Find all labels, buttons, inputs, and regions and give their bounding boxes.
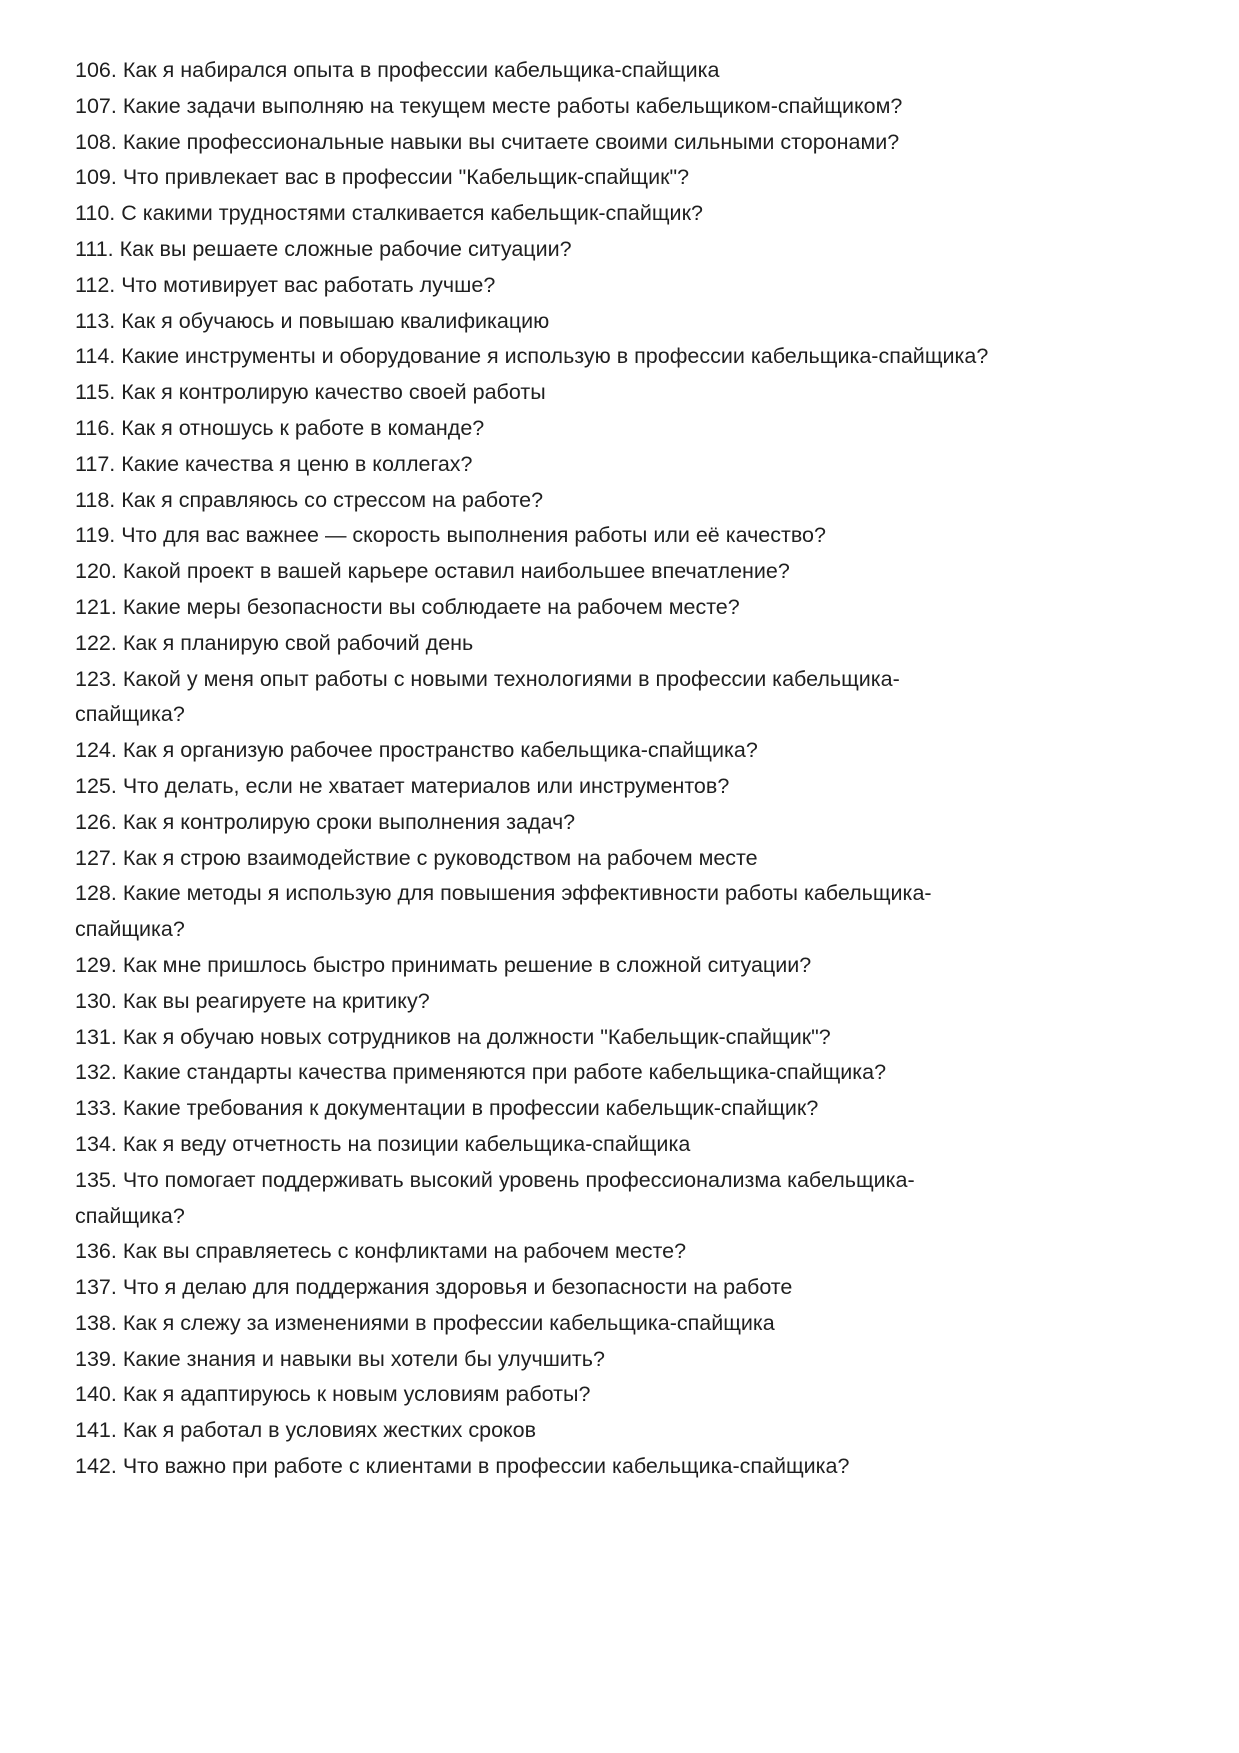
list-item-text: 140. Как я адаптируюсь к новым условиям работы? [75,1382,591,1407]
list-item-text: 108. Какие профессиональные навыки вы считаете своими сильными сторонами? [75,129,900,154]
list-item [75,483,1175,519]
list-item-text: 112. Что мотивирует вас работать лучше? [75,272,496,297]
list-item-text: 118. Как я справляюсь со стрессом на работе? [75,487,544,512]
list-item-text: 139. Какие знания и навыки вы хотели бы улучшить? [75,1346,605,1371]
list-item [75,53,1175,89]
list-item-text: 121. Какие меры безопасности вы соблюдаете на рабочем месте? [75,594,740,619]
list-item [75,1055,1175,1091]
list-item-text: 130. Как вы реагируете на критику? [75,988,430,1013]
list-item [75,841,1175,877]
question-list [75,53,1175,1485]
list-item [75,518,1175,554]
list-item-text: 136. Как вы справляетесь с конфликтами на рабочем месте? [75,1239,687,1264]
list-item-continuation: спайщика? [75,917,185,942]
list-item [75,1234,1175,1270]
list-item [75,89,1175,125]
list-item [75,411,1175,447]
list-item [75,1270,1175,1306]
list-item-text: 123. Какой у меня опыт работы с новыми технологиями в профессии кабельщика- [75,666,900,691]
list-item [75,160,1175,196]
list-item-text: 141. Как я работал в условиях жестких сроков [75,1418,537,1443]
list-item-text: 110. С какими трудностями сталкивается кабельщик-спайщик? [75,201,703,226]
list-item [75,196,1175,232]
list-item [75,1020,1175,1056]
list-item-text: 117. Какие качества я ценю в коллегах? [75,451,473,476]
list-item-text: 142. Что важно при работе с клиентами в профессии кабельщика-спайщика? [75,1454,850,1479]
list-item [75,1306,1175,1342]
list-item-continuation: спайщика? [75,1203,185,1228]
list-item-text: 126. Как я контролирую сроки выполнения задач? [75,809,576,834]
list-item [75,554,1175,590]
list-item [75,1091,1175,1127]
list-item-text: 134. Как я веду отчетность на позиции кабельщика-спайщика [75,1131,691,1156]
list-item [75,662,1175,734]
list-item [75,232,1175,268]
list-item [75,876,1175,948]
list-item [75,948,1175,984]
list-item [75,1449,1175,1485]
list-item [75,590,1175,626]
list-item [75,125,1175,161]
list-item [75,339,1175,375]
list-item-text: 127. Как я строю взаимодействие с руководством на рабочем месте [75,845,758,870]
list-item [75,1342,1175,1378]
list-item [75,769,1175,805]
list-item [75,1127,1175,1163]
list-item-text: 124. Как я организую рабочее пространство кабельщика-спайщика? [75,738,758,763]
list-item [75,1413,1175,1449]
list-item-text: 132. Какие стандарты качества применяются при работе кабельщика-спайщика? [75,1060,887,1085]
list-item-text: 120. Какой проект в вашей карьере оставил наибольшее впечатление? [75,559,790,584]
list-item-text: 116. Как я отношусь к работе в команде? [75,415,485,440]
list-item [75,1163,1175,1235]
list-item-text: 129. Как мне пришлось быстро принимать решение в сложной ситуации? [75,952,812,977]
list-item-continuation: спайщика? [75,702,185,727]
list-item [75,1377,1175,1413]
list-item-text: 137. Что я делаю для поддержания здоровья и безопасности на работе [75,1275,793,1300]
list-item [75,626,1175,662]
list-item [75,447,1175,483]
list-item [75,805,1175,841]
list-item [75,304,1175,340]
list-item-text: 119. Что для вас важнее — скорость выполнения работы или её качество? [75,523,826,548]
list-item-text: 138. Как я слежу за изменениями в профессии кабельщика-спайщика [75,1310,775,1335]
list-item-text: 125. Что делать, если не хватает материалов или инструментов? [75,773,730,798]
list-item [75,375,1175,411]
list-item-text: 106. Как я набирался опыта в профессии кабельщика-спайщика [75,58,720,82]
list-item-text: 111. Как вы решаете сложные рабочие ситуации? [75,236,572,261]
list-item [75,268,1175,304]
list-item-text: 122. Как я планирую свой рабочий день [75,630,474,655]
list-item-text: 113. Как я обучаюсь и повышаю квалификацию [75,308,550,333]
list-item-text: 131. Как я обучаю новых сотрудников на должности "Кабельщик-спайщик"? [75,1024,831,1049]
list-item-text: 115. Как я контролирую качество своей работы [75,380,546,405]
list-item-text: 109. Что привлекает вас в профессии "Кабельщик-спайщик"? [75,165,690,190]
list-item-text: 133. Какие требования к документации в профессии кабельщик-спайщик? [75,1096,819,1121]
list-item-text: 107. Какие задачи выполняю на текущем месте работы кабельщиком-спайщиком? [75,93,903,118]
list-item [75,733,1175,769]
list-item-text: 128. Какие методы я использую для повышения эффективности работы кабельщика- [75,881,932,906]
list-item-text: 135. Что помогает поддерживать высокий уровень профессионализма кабельщика- [75,1167,915,1192]
list-item-text: 114. Какие инструменты и оборудование я использую в профессии кабельщика-спайщика? [75,344,989,369]
list-item [75,984,1175,1020]
